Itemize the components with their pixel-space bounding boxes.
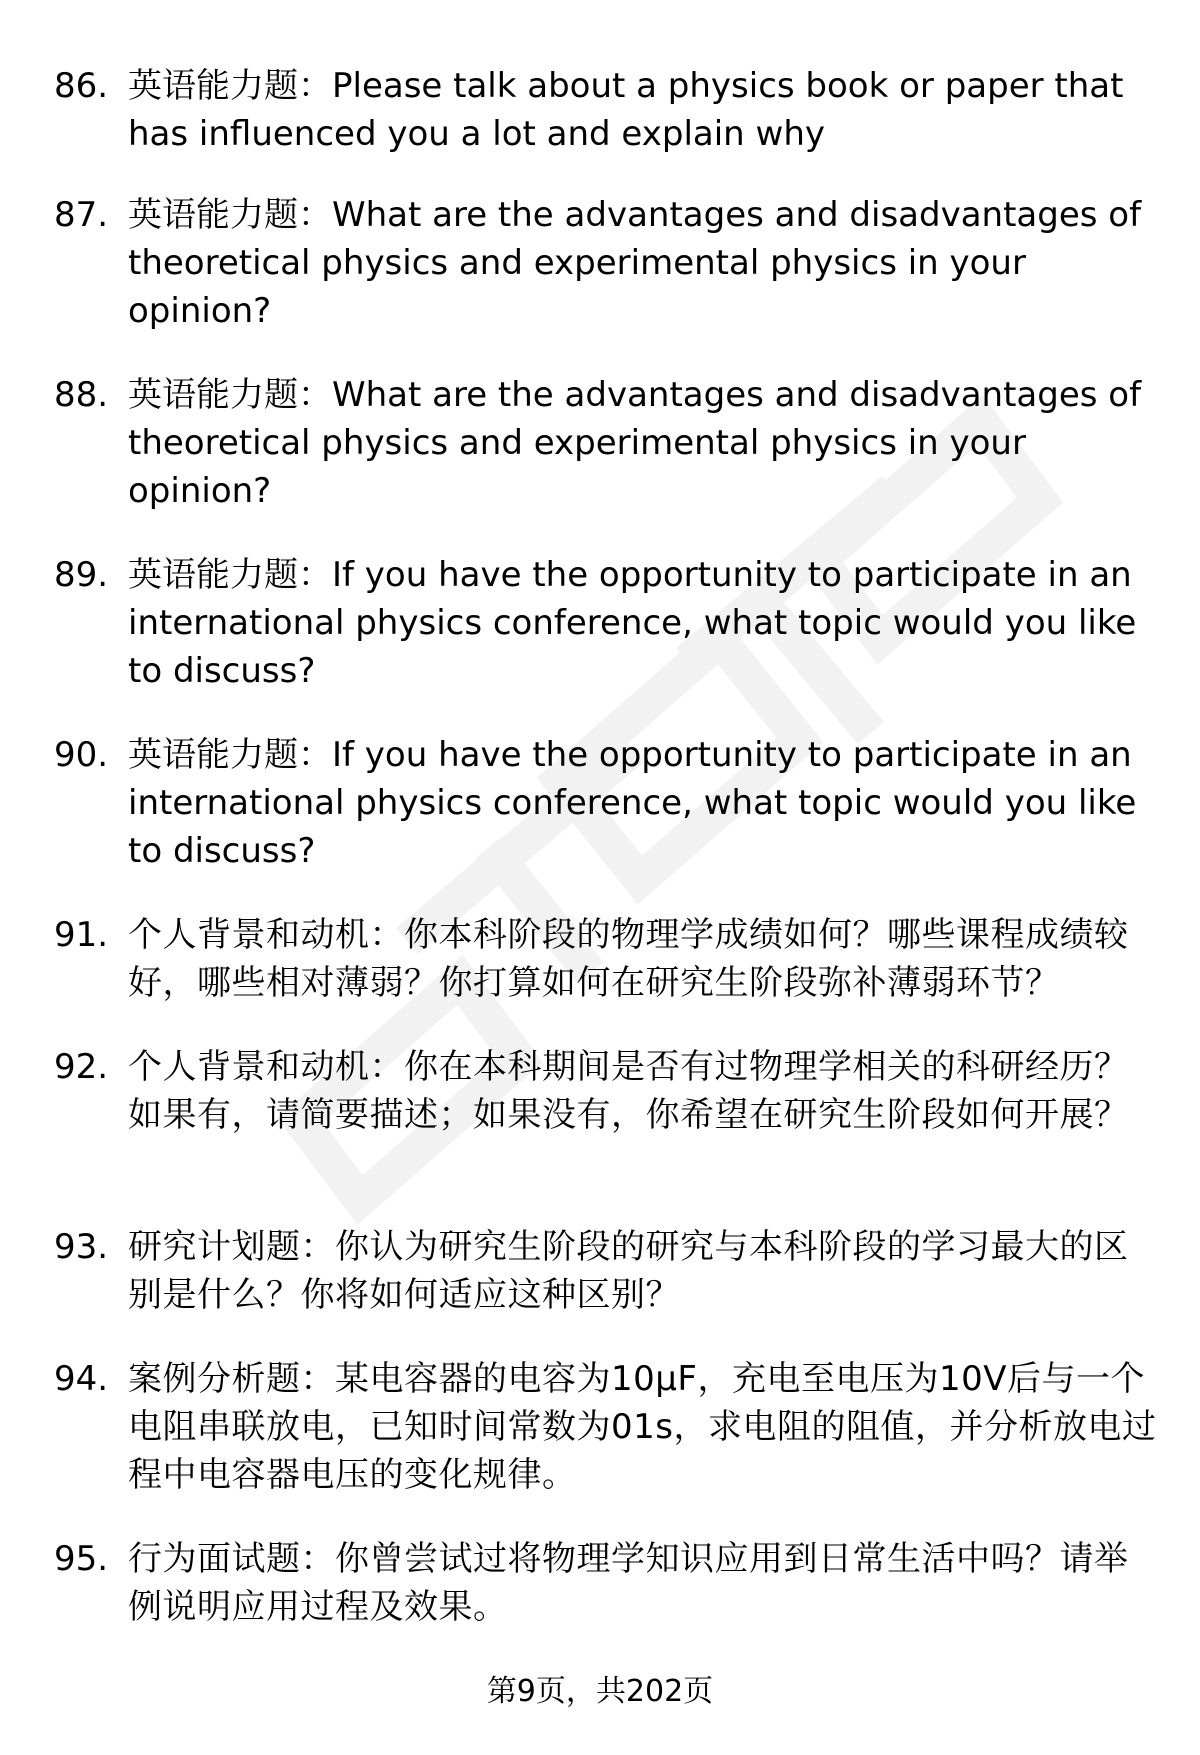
question-text: 行为面试题：你曾尝试过将物理学知识应用到日常生活中吗？请举例说明应用过程及效果。 <box>128 1539 1129 1627</box>
question-text: 英语能力题：What are the advantages and disadvantages of theoretical physics and experimental physics in your opinion? <box>128 195 1142 331</box>
question-number: 87. <box>54 195 109 235</box>
question-text: 英语能力题：Please talk about a physics book or paper that has influenced you a lot and explain why <box>128 66 1124 154</box>
question-number: 91. <box>54 915 109 955</box>
question-number: 90. <box>54 735 109 775</box>
question-number: 89. <box>54 555 109 595</box>
question-number: 94. <box>54 1359 109 1399</box>
question-text: 英语能力题：If you have the opportunity to participate in an international physics conference, what topic would you like to discuss? <box>128 555 1137 691</box>
question-number: 92. <box>54 1047 109 1087</box>
question-number: 86. <box>54 66 109 106</box>
question-text: 案例分析题：某电容器的电容为10μF，充电至电压为10V后与一个电阻串联放电，已知时间常数为01s，求电阻的阻值，并分析放电过程中电容器电压的变化规律。 <box>128 1359 1157 1495</box>
page-footer: 第9页，共202页 <box>486 1674 714 1709</box>
question-text: 英语能力题：What are the advantages and disadvantages of theoretical physics and experimental physics in your opinion? <box>128 375 1142 511</box>
question-text: 研究计划题：你认为研究生阶段的研究与本科阶段的学习最大的区别是什么？你将如何适应这种区别？ <box>128 1227 1129 1315</box>
question-number: 95. <box>54 1539 109 1579</box>
question-number: 93. <box>54 1227 109 1267</box>
question-text: 个人背景和动机：你在本科期间是否有过物理学相关的科研经历？如果有，请简要描述；如果没有，你希望在研究生阶段如何开展？ <box>128 1047 1129 1135</box>
question-text: 个人背景和动机：你本科阶段的物理学成绩如何？哪些课程成绩较好，哪些相对薄弱？你打算如何在研究生阶段弥补薄弱环节？ <box>128 915 1129 1003</box>
question-text: 英语能力题：If you have the opportunity to participate in an international physics conference, what topic would you like to discuss? <box>128 735 1137 871</box>
question-number: 88. <box>54 375 109 415</box>
